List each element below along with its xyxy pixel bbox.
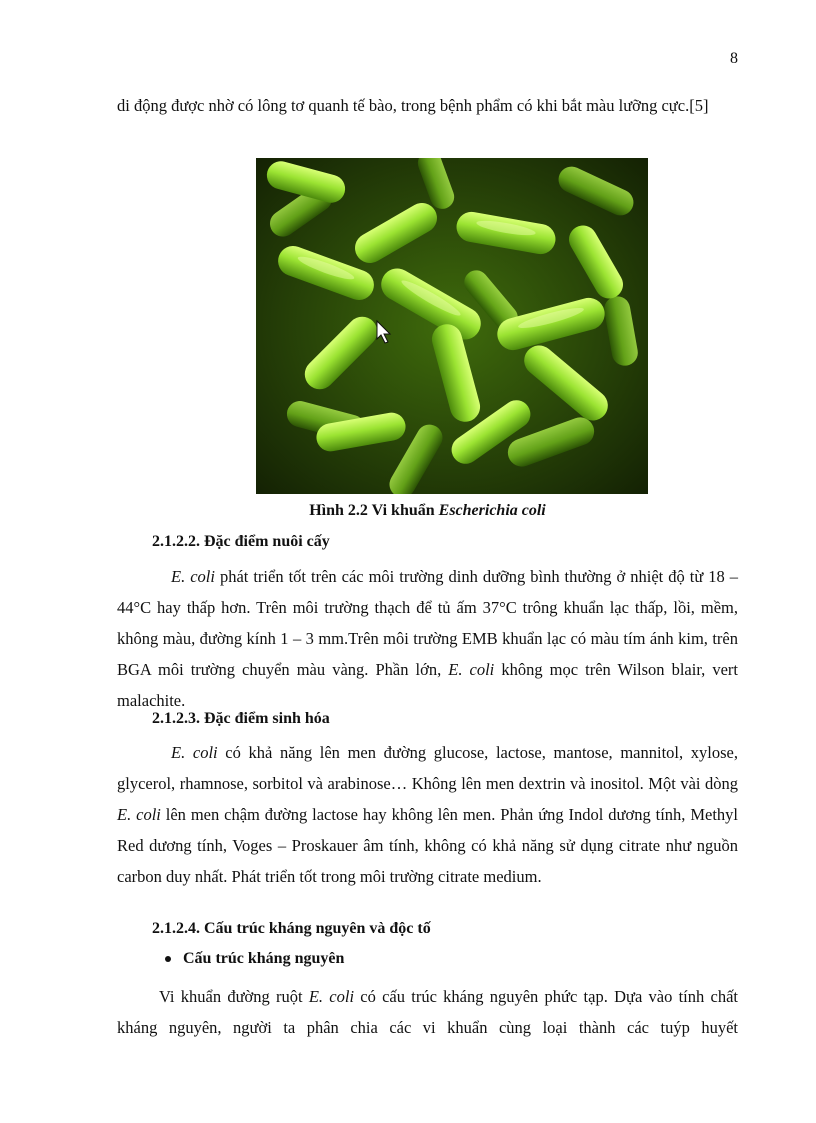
bullet-item-antigen-structure: [165, 950, 344, 968]
paragraph-biochemical-part1: có khả năng lên men đường glucose, lactose, mantose, mannitol, xylose, glycerol, rhamnose, sorbitol và arabinose… Không lên men dextrin và inositol. Một vài dòng: [117, 743, 738, 793]
figure-caption-species: Escherichia coli: [438, 502, 546, 519]
bullet-item-label: Cấu trúc kháng nguyên: [183, 950, 345, 967]
bacteria-image: [256, 158, 648, 494]
paragraph-culture-part1: phát triển tốt trên các môi trường dinh dưỡng bình thường ở nhiệt độ từ 18 – 44°C hay thấp hơn. Trên môi trường thạch để tủ ấm 37°C trông khuẩn lạc thấp, lồi, mềm, không màu, đường kính 1 – 3 mm.Trên môi trường EMB khuẩn lạc có màu tím ánh kim, trên BGA môi trường chuyển màu vàng. Phần lớn,: [117, 567, 739, 679]
species-name: E. coli: [171, 567, 215, 586]
section-heading-biochemical: 2.1.2.3. Đặc điểm sinh hóa: [152, 710, 330, 727]
paragraph-intro-text: di động được nhờ có lông tơ quanh tế bào, trong bệnh phẩm có khi bắt màu lưỡng cực.[5]: [117, 96, 709, 115]
paragraph-antigen: [117, 981, 738, 1043]
section-heading-culture: 2.1.2.2. Đặc điểm nuôi cấy: [152, 533, 330, 550]
paragraph-biochemical: [117, 737, 738, 892]
paragraph-culture-part2: không mọc trên Wilson blair, vert malachite.: [117, 660, 739, 710]
paragraph-intro: [117, 90, 738, 121]
bullet-dot-icon: [165, 956, 171, 962]
paragraph-culture: [117, 561, 738, 716]
figure-caption-prefix: Hình 2.2 Vi khuẩn: [309, 502, 439, 519]
paragraph-antigen-text: [117, 981, 738, 1043]
figure-caption: [117, 502, 738, 520]
section-heading-antigen: 2.1.2.4. Cấu trúc kháng nguyên và độc tố: [152, 920, 431, 937]
paragraph-biochemical-text: [117, 737, 738, 892]
species-name: E. coli: [308, 987, 355, 1006]
paragraph-culture-text: [117, 561, 738, 716]
species-name: E. coli: [117, 805, 161, 824]
paragraph-antigen-part2: có cấu trúc kháng nguyên phức tạp. Dựa vào tính chất kháng nguyên, người ta phân chia các vi khuẩn cùng loại thành các tuýp huyết: [117, 987, 738, 1037]
ecoli-micrograph: [256, 158, 648, 494]
species-name: E. coli: [448, 660, 495, 679]
paragraph-antigen-part1: Vi khuẩn đường ruột: [159, 987, 309, 1006]
species-name: E. coli: [171, 743, 218, 762]
page-number: 8: [730, 50, 738, 67]
paragraph-biochemical-part2: lên men chậm đường lactose hay không lên men. Phản ứng Indol dương tính, Methyl Red dương tính, Voges – Proskauer âm tính, không có khả năng sử dụng citrate như nguồn carbon duy nhất. Phát triển tốt trong môi trường citrate medium.: [117, 805, 738, 886]
